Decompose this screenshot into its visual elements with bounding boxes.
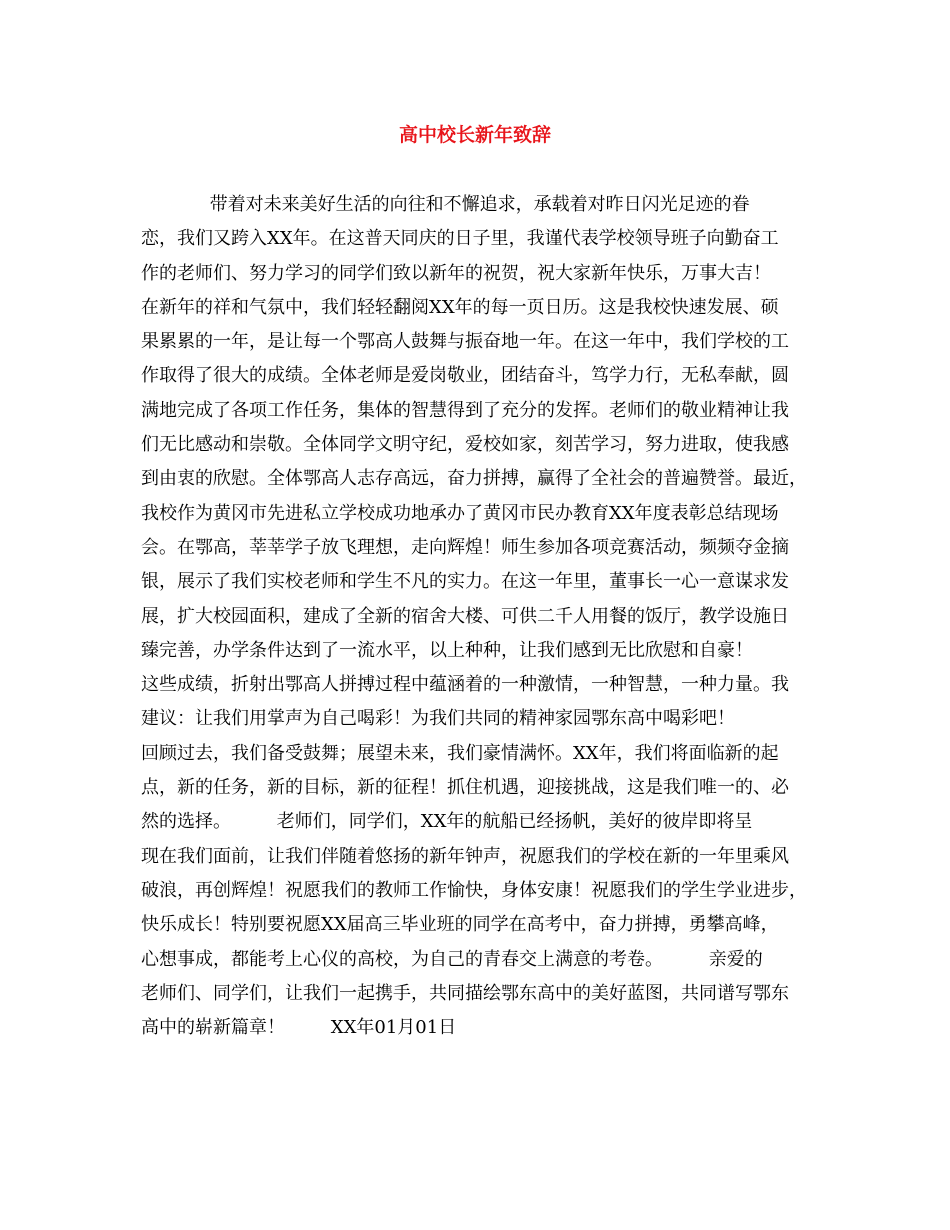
body-line: 心想事成，都能考上心仪的高校，为自己的青春交上满意的考卷。 亲爱的	[141, 948, 763, 970]
body-line: 这些成绩，折射出鄂高人拼搏过程中蕴涵着的一种激情，一种智慧，一种力量。我	[141, 674, 789, 696]
body-line: 满地完成了各项工作任务，集体的智慧得到了充分的发挥。老师们的敬业精神让我	[141, 399, 789, 421]
body-line: 果累累的一年，是让每一个鄂高人鼓舞与振奋地一年。在这一年中，我们学校的工	[141, 331, 789, 353]
body-line: 回顾过去，我们备受鼓舞；展望未来，我们豪情满怀。XX年，我们将面临新的起	[141, 742, 779, 764]
body-line: 展，扩大校园面积，建成了全新的宿舍大楼、可供二千人用餐的饭厅，教学设施日	[141, 605, 789, 627]
page-title: 高中校长新年致辞	[398, 124, 551, 146]
body-line: 会。在鄂高，莘莘学子放飞理想，走向辉煌！师生参加各项竞赛活动，频频夺金摘	[141, 536, 789, 558]
body-line: 臻完善，办学条件达到了一流水平，以上种种，让我们感到无比欣慰和自豪！	[141, 639, 753, 661]
body-line: 然的选择。 老师们，同学们，XX年的航船已经扬帆，美好的彼岸即将呈	[141, 811, 753, 833]
body-line: 在新年的祥和气氛中，我们轻轻翻阅XX年的每一页日历。这是我校快速发展、硕	[141, 296, 779, 318]
body-line: 老师们、同学们，让我们一起携手，共同描绘鄂东高中的美好蓝图，共同谱写鄂东	[141, 982, 789, 1004]
body-line: 建议：让我们用掌声为自己喝彩！为我们共同的精神家园鄂东高中喝彩吧！	[141, 708, 735, 730]
body-line: 高中的崭新篇章！ XX年01月01日	[141, 1017, 457, 1039]
body-line: 快乐成长！特别要祝愿XX届高三毕业班的同学在高考中，奋力拼搏，勇攀高峰，	[141, 914, 779, 936]
body-line: 银，展示了我们实校老师和学生不凡的实力。在这一年里，董事长一心一意谋求发	[141, 571, 789, 593]
speech-body	[141, 188, 831, 1045]
body-line: 恋，我们又跨入XX年。在这普天同庆的日子里，我谨代表学校领导班子向勤奋工	[141, 228, 779, 250]
body-line: 我校作为黄冈市先进私立学校成功地承办了黄冈市民办教育XX年度表彰总结现场	[141, 502, 779, 524]
body-line: 作取得了很大的成绩。全体老师是爱岗敬业，团结奋斗，笃学力行，无私奉献，圆	[141, 365, 789, 387]
body-line: 到由衷的欣慰。全体鄂高人志存高远，奋力拼搏，赢得了全社会的普遍赞誉。最近，	[141, 468, 807, 490]
body-line: 们无比感动和崇敬。全体同学文明守纪，爱校如家，刻苦学习，努力进取，使我感	[141, 434, 789, 456]
body-line: 破浪，再创辉煌！祝愿我们的教师工作愉快，身体安康！祝愿我们的学生学业进步，	[141, 879, 807, 901]
body-line: 带着对未来美好生活的向往和不懈追求，承载着对昨日闪光足迹的眷	[141, 194, 750, 215]
body-line: 作的老师们、努力学习的同学们致以新年的祝贺，祝大家新年快乐，万事大吉！	[141, 262, 771, 284]
body-line: 点，新的任务，新的目标，新的征程！抓住机遇，迎接挑战，这是我们唯一的、必	[141, 777, 789, 799]
body-line: 现在我们面前，让我们伴随着悠扬的新年钟声，祝愿我们的学校在新的一年里乘风	[141, 845, 789, 867]
